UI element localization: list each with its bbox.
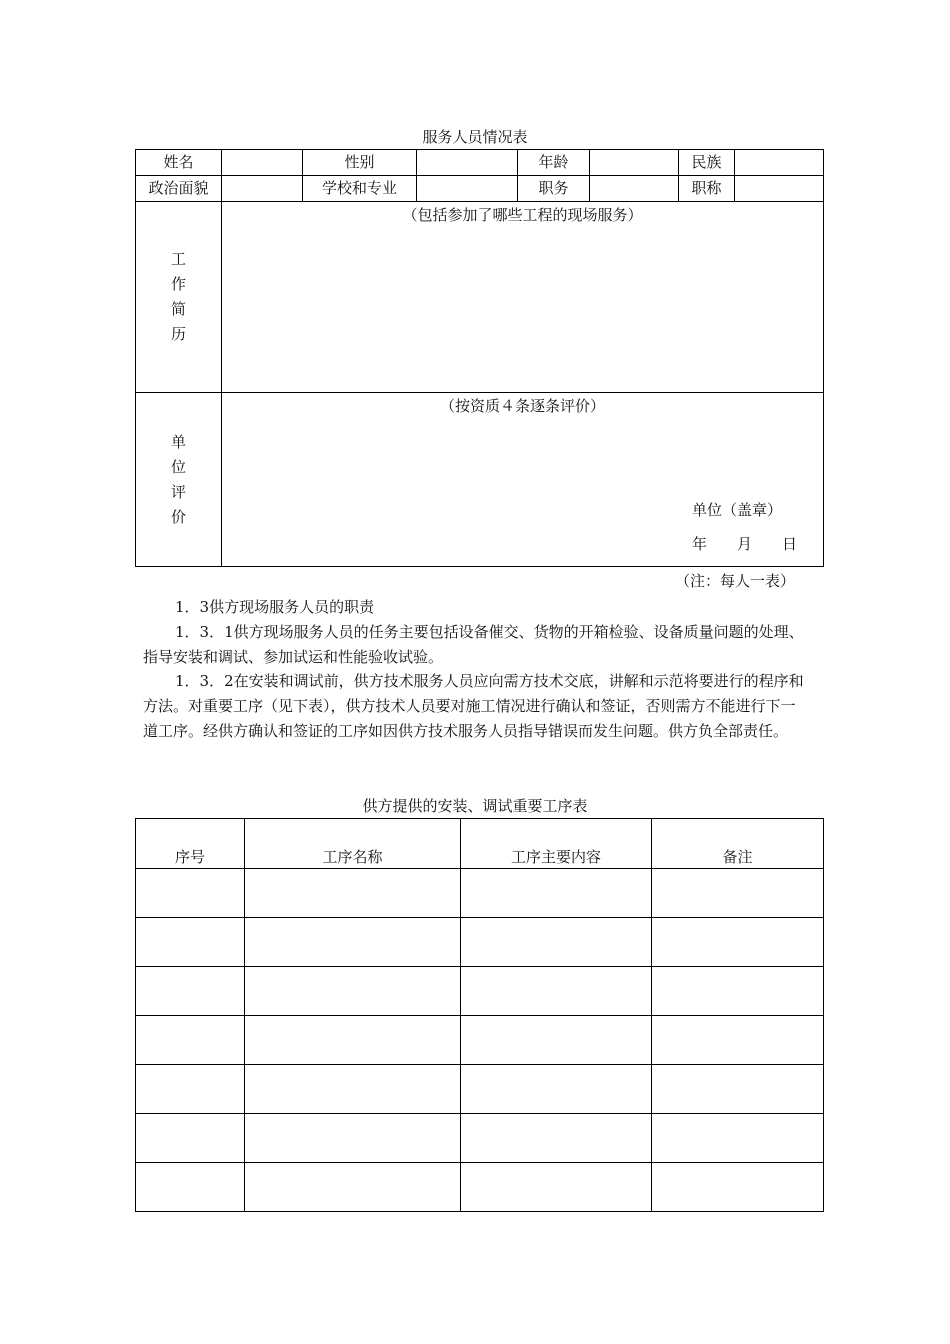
cell[interactable] <box>461 1065 652 1114</box>
label-political-status: 政治面貌 <box>136 176 222 202</box>
header-procedure-name: 工序名称 <box>245 819 461 869</box>
field-age[interactable] <box>590 150 679 176</box>
section-heading: 1．3供方现场服务人员的职责 <box>175 598 375 616</box>
table-row <box>136 869 824 918</box>
work-history-label: 工 作 简 历 <box>136 202 222 393</box>
cell[interactable] <box>461 967 652 1016</box>
procedures-table <box>135 818 824 1212</box>
table-row <box>136 1016 824 1065</box>
table-row <box>136 1065 824 1114</box>
cell[interactable] <box>652 869 824 918</box>
field-ethnicity[interactable] <box>735 150 824 176</box>
cell[interactable] <box>652 967 824 1016</box>
field-gender[interactable] <box>417 150 518 176</box>
label-age: 年龄 <box>518 150 590 176</box>
header-procedure-content: 工序主要内容 <box>461 819 652 869</box>
cell[interactable] <box>652 1016 824 1065</box>
cell[interactable] <box>136 967 245 1016</box>
unit-seal-label: 单位（盖章） <box>692 501 783 519</box>
label-title: 职称 <box>679 176 735 202</box>
cell[interactable] <box>136 1065 245 1114</box>
header-remarks: 备注 <box>652 819 824 869</box>
table-row <box>136 1114 824 1163</box>
unit-eval-label: 单 位 评 价 <box>136 393 222 567</box>
cell[interactable] <box>245 869 461 918</box>
cell[interactable] <box>136 918 245 967</box>
cell[interactable] <box>245 967 461 1016</box>
cell[interactable] <box>652 1065 824 1114</box>
cell[interactable] <box>245 1065 461 1114</box>
cell[interactable] <box>461 1114 652 1163</box>
label-name: 姓名 <box>136 150 222 176</box>
paragraph-2: 1．3．2在安装和调试前，供方技术服务人员应向需方技术交底，讲解和示范将要进行的程序和方法。对重要工序（见下表），供方技术人员要对施工情况进行确认和签证，否则需方不能进行下一道工序。经供方确认和签证的工序如因供方技术服务人员指导错误而发生问题。供方负全部责任。 <box>143 672 804 740</box>
table-row <box>136 918 824 967</box>
cell[interactable] <box>245 1114 461 1163</box>
label-position: 职务 <box>518 176 590 202</box>
cell[interactable] <box>245 1016 461 1065</box>
table-row <box>136 1163 824 1212</box>
cell[interactable] <box>461 869 652 918</box>
field-name[interactable] <box>222 150 303 176</box>
field-school-major[interactable] <box>417 176 518 202</box>
field-political-status[interactable] <box>222 176 303 202</box>
cell[interactable] <box>461 1163 652 1212</box>
unit-eval-field[interactable] <box>222 393 824 567</box>
label-school-major: 学校和专业 <box>303 176 417 202</box>
unit-date-label: 年 月 日 <box>692 535 798 553</box>
label-gender: 性别 <box>303 150 417 176</box>
label-ethnicity: 民族 <box>679 150 735 176</box>
cell[interactable] <box>461 1016 652 1065</box>
work-history-note: （包括参加了哪些工程的现场服务） <box>402 206 643 224</box>
table1-title: 服务人员情况表 <box>422 128 528 146</box>
cell[interactable] <box>461 918 652 967</box>
cell[interactable] <box>652 1114 824 1163</box>
field-title[interactable] <box>735 176 824 202</box>
paragraph-1: 1．3．1供方现场服务人员的任务主要包括设备催交、货物的开箱检验、设备质量问题的处理、指导安装和调试、参加试运和性能验收试验。 <box>143 623 804 666</box>
header-serial: 序号 <box>136 819 245 869</box>
cell[interactable] <box>136 869 245 918</box>
table2-title: 供方提供的安装、调试重要工序表 <box>362 797 588 815</box>
table-row <box>136 967 824 1016</box>
table1-footnote: （注：每人一表） <box>674 572 795 590</box>
cell[interactable] <box>652 1163 824 1212</box>
cell[interactable] <box>136 1114 245 1163</box>
work-history-field[interactable] <box>222 202 824 393</box>
cell[interactable] <box>245 1163 461 1212</box>
cell[interactable] <box>136 1016 245 1065</box>
cell[interactable] <box>245 918 461 967</box>
field-position[interactable] <box>590 176 679 202</box>
personnel-table <box>135 149 824 567</box>
unit-eval-note: （按资质４条逐条评价） <box>439 397 605 415</box>
cell[interactable] <box>136 1163 245 1212</box>
cell[interactable] <box>652 918 824 967</box>
